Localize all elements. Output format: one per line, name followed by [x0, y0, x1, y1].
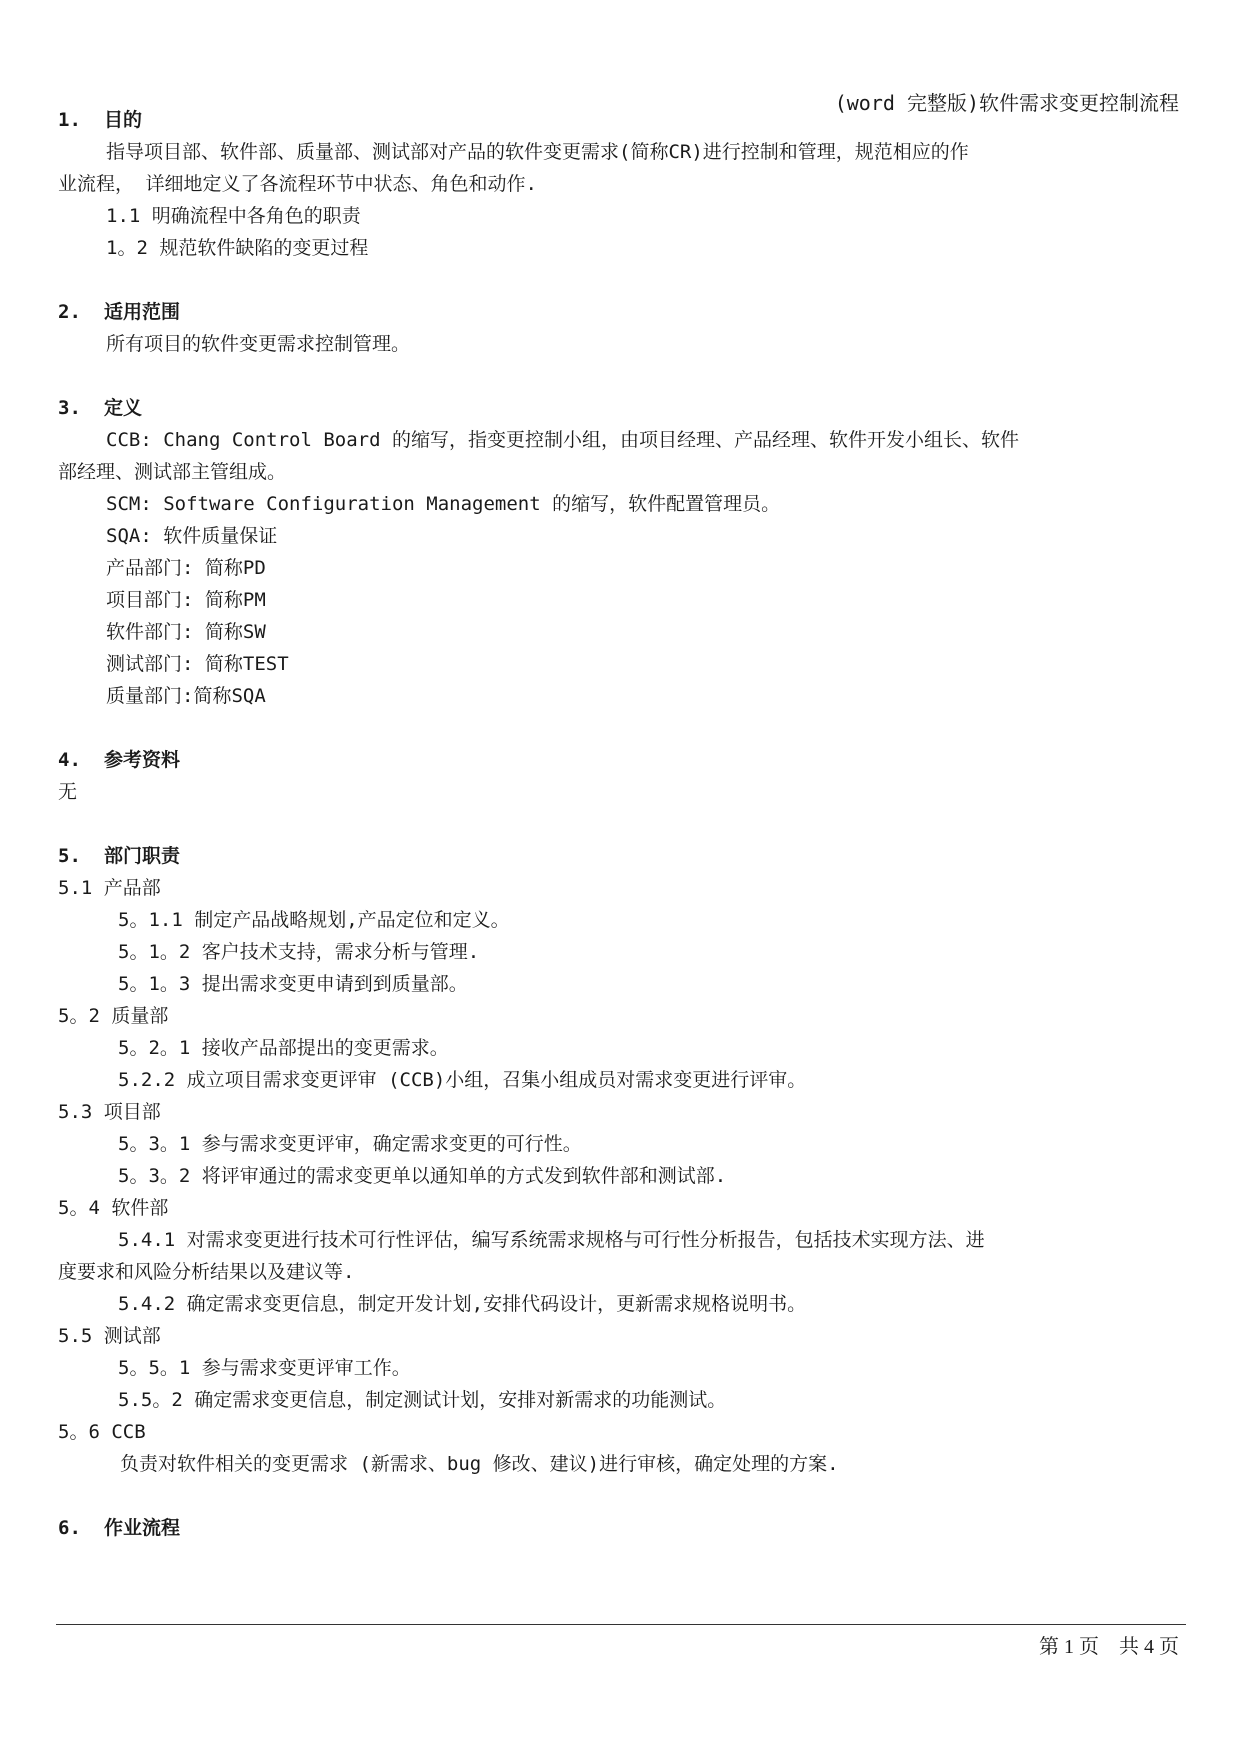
section-number: 4.	[58, 749, 81, 771]
section-1-paragraph-line: 业流程， 详细地定义了各流程环节中状态、角色和动作.	[58, 173, 537, 195]
section-1-paragraph-line: 指导项目部、软件部、质量部、测试部对产品的软件变更需求(简称CR)进行控制和管理，规范相应的作	[106, 141, 969, 163]
subsection-heading: 5.1 产品部	[58, 877, 161, 899]
section-number: 3.	[58, 397, 81, 419]
definition-scm: SCM: Software Configuration Management 的缩写，软件配置管理员。	[106, 493, 781, 515]
section-title: 目的	[104, 109, 143, 131]
section-number: 5.	[58, 845, 81, 867]
list-item: 5。3。1 参与需求变更评审，确定需求变更的可行性。	[118, 1133, 582, 1155]
list-item: 5。5。1 参与需求变更评审工作。	[118, 1357, 411, 1379]
list-item: 5.5。2 确定需求变更信息，制定测试计划，安排对新需求的功能测试。	[118, 1389, 727, 1411]
footer-divider	[56, 1624, 1186, 1625]
definition-pm: 项目部门: 简称PM	[106, 589, 266, 611]
list-item: 5.4.2 确定需求变更信息，制定开发计划,安排代码设计，更新需求规格说明书。	[118, 1293, 807, 1315]
list-item: 5。1.1 制定产品战略规划,产品定位和定义。	[118, 909, 510, 931]
subsection-heading: 5.5 测试部	[58, 1325, 161, 1347]
subsection-heading: 5。6 CCB	[58, 1421, 146, 1443]
definition-sw: 软件部门: 简称SW	[106, 621, 266, 643]
page-number: 第 1 页	[1039, 1636, 1099, 1658]
section-4-heading	[58, 744, 180, 776]
section-1-item: 1.1 明确流程中各角色的职责	[106, 205, 361, 227]
list-item: 5。1。2 客户技术支持，需求分析与管理.	[118, 941, 480, 963]
section-3-heading	[58, 392, 142, 424]
definition-sqa-dept: 质量部门:简称SQA	[106, 685, 266, 707]
section-5-heading	[58, 840, 180, 872]
section-4-paragraph: 无	[58, 781, 78, 803]
section-title: 适用范围	[104, 301, 181, 323]
section-title: 参考资料	[104, 749, 181, 771]
list-item: 5.2.2 成立项目需求变更评审 (CCB)小组，召集小组成员对需求变更进行评审。	[118, 1069, 807, 1091]
list-item: 5。3。2 将评审通过的需求变更单以通知单的方式发到软件部和测试部.	[118, 1165, 727, 1187]
list-item: 5。1。3 提出需求变更申请到到质量部。	[118, 973, 468, 995]
section-number: 6.	[58, 1517, 81, 1539]
definition-ccb-line: 部经理、测试部主管组成。	[58, 461, 287, 483]
list-item: 负责对软件相关的变更需求 (新需求、bug 修改、建议)进行审核，确定处理的方案.	[120, 1453, 839, 1475]
definition-ccb-line: CCB: Chang Control Board 的缩写，指变更控制小组，由项目经理、产品经理、软件开发小组长、软件	[106, 429, 1019, 451]
definition-pd: 产品部门: 简称PD	[106, 557, 266, 579]
section-2-heading	[58, 296, 180, 328]
section-1-item: 1。2 规范软件缺陷的变更过程	[106, 237, 369, 259]
document-header-title: (word 完整版)软件需求变更控制流程	[834, 91, 1179, 115]
page-total: 共 4 页	[1119, 1636, 1179, 1658]
list-item: 5。2。1 接收产品部提出的变更需求。	[118, 1037, 449, 1059]
section-6-heading	[58, 1512, 180, 1544]
section-title: 作业流程	[104, 1517, 181, 1539]
section-number: 2.	[58, 301, 81, 323]
section-number: 1.	[58, 109, 81, 131]
definition-sqa: SQA: 软件质量保证	[106, 525, 278, 547]
definition-test: 测试部门: 简称TEST	[106, 653, 289, 675]
list-item-continuation: 度要求和风险分析结果以及建议等.	[58, 1261, 355, 1283]
section-2-paragraph: 所有项目的软件变更需求控制管理。	[106, 333, 411, 355]
subsection-heading: 5.3 项目部	[58, 1101, 161, 1123]
subsection-heading: 5。4 软件部	[58, 1197, 169, 1219]
page-footer	[1019, 1630, 1179, 1659]
list-item: 5.4.1 对需求变更进行技术可行性评估，编写系统需求规格与可行性分析报告，包括技术实现方法、进	[118, 1229, 985, 1251]
section-1-heading	[58, 104, 142, 136]
section-title: 部门职责	[104, 845, 181, 867]
section-title: 定义	[104, 397, 143, 419]
subsection-heading: 5。2 质量部	[58, 1005, 169, 1027]
